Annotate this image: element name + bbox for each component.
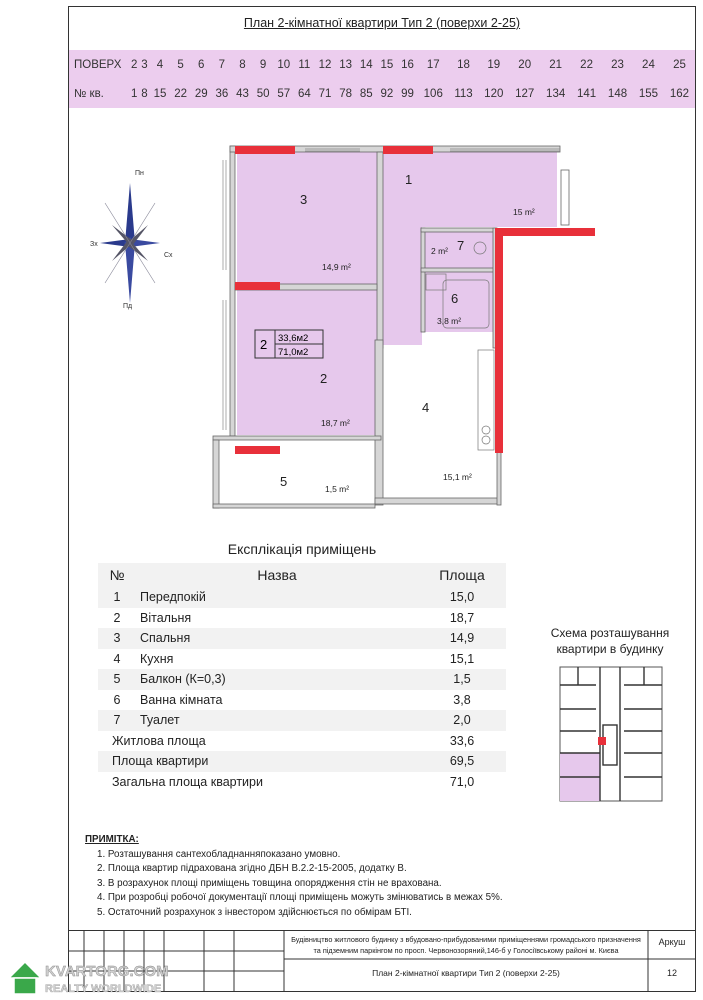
floor-cell: 7 <box>218 58 226 71</box>
explication-area-cell: 18,7 <box>449 610 475 625</box>
explication-name-cell: Вітальня <box>140 610 192 625</box>
notes-title: ПРИМІТКА: <box>85 834 139 845</box>
floor-cell: 25 <box>673 58 686 71</box>
explication-num-cell: 7 <box>113 713 121 728</box>
floor-cell: 10 <box>277 58 291 71</box>
compass-rose <box>88 165 178 310</box>
floor-cell: 19 <box>487 58 501 71</box>
apartment-cell: 127 <box>515 87 535 100</box>
total-name-cell: Площа квартири <box>112 754 209 769</box>
apartment-cell: 1 <box>130 87 138 100</box>
sheet-number: 12 <box>666 968 678 978</box>
note-item: 3. В розрахунок площі приміщень товщина опорядження стін не врахована. <box>97 877 442 889</box>
floor-cell: 17 <box>426 58 440 71</box>
room-6-area: 3,8 m² <box>437 316 462 326</box>
explication-name-cell: Ванна кімната <box>140 692 223 707</box>
explication-row <box>98 587 506 608</box>
explication-area-cell: 3,8 <box>453 692 471 707</box>
total-name-cell: Загальна площа квартири <box>112 774 263 789</box>
floor-cell: 11 <box>298 58 311 71</box>
room-1-area: 15 m² <box>513 207 535 217</box>
apartment-cell: 78 <box>339 87 352 100</box>
explication-table <box>98 535 506 797</box>
explication-area-cell: 15,0 <box>449 590 475 605</box>
explication-area-cell: 14,9 <box>449 631 475 646</box>
explication-total-row <box>98 731 506 752</box>
watermark-line1: KVARTORG.COM <box>45 963 169 980</box>
apartment-cell: 99 <box>401 87 414 100</box>
summary-rooms: 2 <box>260 337 268 352</box>
explication-row <box>98 710 506 731</box>
explication-num-cell: 2 <box>113 610 121 625</box>
apartment-cell: 15 <box>153 87 167 100</box>
apartment-cell: 8 <box>141 87 148 100</box>
house-logo-icon <box>9 962 41 994</box>
room-5-number: 5 <box>280 474 288 489</box>
room-4-area: 15,1 m² <box>443 472 472 482</box>
explication-num-cell: 3 <box>113 631 121 646</box>
room-1-number: 1 <box>405 172 413 187</box>
room-3-fill <box>237 152 377 284</box>
explication-name-cell: Кухня <box>140 651 174 666</box>
explication-num-cell: 5 <box>113 672 121 687</box>
room-3-area: 14,9 m² <box>322 262 351 272</box>
explication-caption: Експлікація приміщень <box>227 541 377 557</box>
floor-cell: 24 <box>642 58 655 71</box>
project-line2: та підземним паркінгом по просп. Червонозоряний,146-б у Голосіївському районі м. Києва <box>313 946 619 955</box>
sheet-label: Аркуш <box>658 937 686 947</box>
total-name-cell: Житлова площа <box>112 733 206 748</box>
room-2-number: 2 <box>320 371 328 386</box>
floor-cell: 8 <box>239 58 246 71</box>
total-area-cell: 69,5 <box>449 754 475 769</box>
note-item: 4. При розробці робочої документації площі приміщень можуть змінюватись в межах 5%. <box>97 892 503 904</box>
room-2-area: 18,7 m² <box>321 418 350 428</box>
room-3-number: 3 <box>300 192 308 207</box>
floor-cell: 20 <box>518 58 532 71</box>
room-5-fill <box>220 462 375 504</box>
apartment-cell: 71 <box>318 87 332 100</box>
explication-total-row <box>98 772 506 793</box>
apartment-cell: 155 <box>638 87 659 100</box>
floor-plan <box>185 140 605 525</box>
col-header-name: Назва <box>257 567 297 583</box>
scheme-caption <box>540 625 680 657</box>
apartment-cell: 57 <box>277 87 291 100</box>
watermark-line2: REALTY WORLDWIDE <box>45 983 162 995</box>
stamp-sheet-title: План 2-кімнатної квартири Тип 2 (поверхи 2-25) <box>372 968 560 978</box>
explication-row <box>98 608 506 629</box>
floor-cell: 18 <box>457 58 470 71</box>
floor-cell: 23 <box>611 58 624 71</box>
apartment-cell: 92 <box>380 87 394 100</box>
apartment-cell: 134 <box>546 87 566 100</box>
explication-name-cell: Туалет <box>140 713 180 728</box>
explication-row <box>98 669 506 690</box>
floor-cell: 16 <box>401 58 414 71</box>
room-7-area: 2 m² <box>431 246 448 256</box>
room-7-number: 7 <box>457 238 465 253</box>
explication-row <box>98 690 506 711</box>
explication-name-cell: Передпокій <box>140 590 206 605</box>
floor-cell: 2 <box>130 58 138 71</box>
apartment-cell: 85 <box>359 87 373 100</box>
floor-cell: 5 <box>177 58 184 71</box>
apartment-cell: 50 <box>256 87 270 100</box>
room-4-fill <box>385 345 495 500</box>
floor-cell: 3 <box>141 58 148 71</box>
compass-north-label: Пн <box>135 170 144 177</box>
page-title: План 2-кімнатної квартири Тип 2 (поверхи 2-25) <box>243 16 521 30</box>
col-header-area: Площа <box>439 567 485 583</box>
notes-section <box>85 833 685 921</box>
kvartorg-watermark-logo <box>5 954 185 998</box>
compass-west-label: Зх <box>90 241 98 248</box>
apartment-cell: 141 <box>576 87 597 100</box>
project-line1: Будівництво житлового будинку з вбудовано-прибудованими приміщеннями громадського призначення <box>291 935 641 944</box>
scheme-caption-line1: Схема розташування <box>550 626 670 640</box>
explication-num-cell: 4 <box>113 651 121 666</box>
room-2-fill <box>237 290 377 435</box>
floors-table <box>69 50 695 108</box>
floor-cell: 22 <box>580 58 593 71</box>
floor-cell: 15 <box>380 58 394 71</box>
note-item: 2. Площа квартир підрахована згідно ДБН В.2.2-15-2005, додатку В. <box>97 863 407 875</box>
floor-cell: 4 <box>156 58 164 71</box>
floor-cell: 12 <box>318 58 332 71</box>
explication-area-cell: 1,5 <box>453 672 471 687</box>
floor-cell: 21 <box>549 58 563 71</box>
summary-total-area: 71,0м2 <box>278 347 309 358</box>
room-4-number: 4 <box>422 400 430 415</box>
compass-south-label: Пд <box>123 303 133 310</box>
explication-row <box>98 628 506 649</box>
total-area-cell: 71,0 <box>449 774 475 789</box>
explication-name-cell: Спальня <box>140 631 191 646</box>
total-area-cell: 33,6 <box>449 733 475 748</box>
room-5-area: 1,5 m² <box>325 484 350 494</box>
scheme-caption-line2: квартири в будинку <box>556 642 664 656</box>
apartment-cell: 64 <box>297 87 311 100</box>
apartment-cell: 36 <box>215 87 229 100</box>
explication-num-cell: 1 <box>113 590 121 605</box>
note-item: 5. Остаточний розрахунок з інвестором здійснюється по обмірам БТІ. <box>97 906 412 918</box>
col-header-number: № <box>109 567 125 583</box>
note-item: 1. Розташування сантехобладнанняпоказано умовно. <box>97 848 341 860</box>
apartment-cell: 22 <box>174 87 187 100</box>
apartment-cell: 120 <box>484 87 504 100</box>
apartment-label: № кв. <box>74 87 104 100</box>
apartment-cell: 148 <box>607 87 628 100</box>
explication-area-cell: 15,1 <box>449 651 475 666</box>
floor-label: ПОВЕРХ <box>74 58 122 71</box>
compass-east-label: Сх <box>164 252 173 259</box>
floor-cell: 9 <box>259 58 267 71</box>
explication-row <box>98 649 506 670</box>
floor-cell: 6 <box>198 58 205 71</box>
floor-cell: 14 <box>359 58 373 71</box>
apartment-cell: 43 <box>236 87 249 100</box>
explication-total-row <box>98 751 506 772</box>
explication-area-cell: 2,0 <box>453 713 471 728</box>
explication-name-cell: Балкон (К=0,3) <box>140 672 226 687</box>
room-6-number: 6 <box>451 291 459 306</box>
apartment-cell: 29 <box>194 87 208 100</box>
apartment-cell: 162 <box>669 87 690 100</box>
explication-num-cell: 6 <box>113 692 121 707</box>
apartment-cell: 113 <box>454 87 473 100</box>
floor-cell: 13 <box>339 58 352 71</box>
apartment-cell: 106 <box>423 87 443 100</box>
building-scheme <box>558 665 664 803</box>
summary-living-area: 33,6м2 <box>278 333 309 344</box>
